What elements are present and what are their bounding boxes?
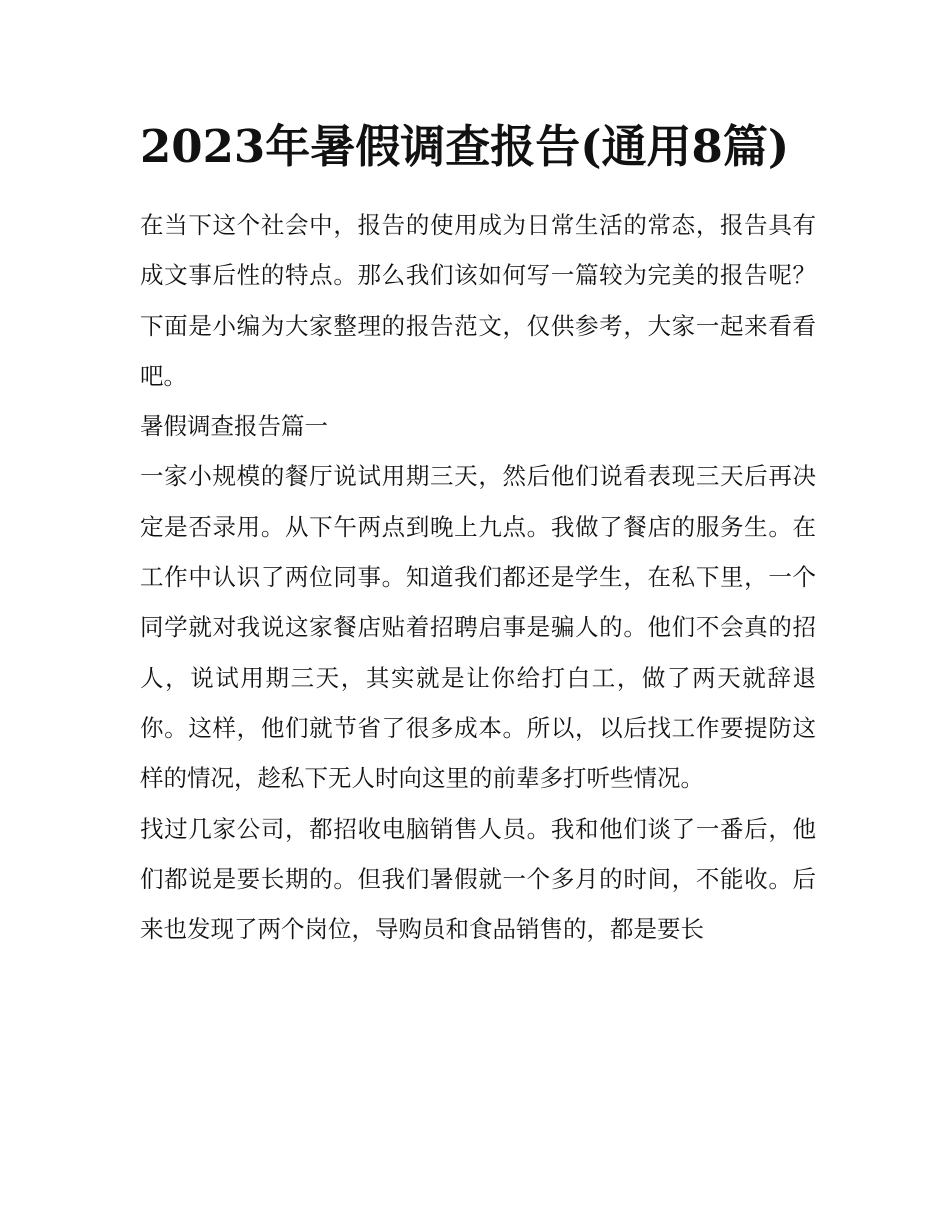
body-paragraph: 一家小规模的餐厅说试用期三天，然后他们说看表现三天后再决定是否录用。从下午两点到晚上九点。我做了餐店的服务生。在工作中认识了两位同事。知道我们都还是学生，在私下里，一个同学就对我说这家餐店贴着招聘启事是骗人的。他们不会真的招人，说试用期三天，其实就是让你给打白工，做了两天就辞退你。这样，他们就节省了很多成本。所以，以后找工作要提防这样的情况，趁私下无人时向这里的前辈多打听些情况。 [140, 462, 816, 793]
intro-paragraph: 在当下这个社会中，报告的使用成为日常生活的常态，报告具有成文事后性的特点。那么我们该如何写一篇较为完美的报告呢？下面是小编为大家整理的报告范文，仅供参考，大家一起来看看吧。 [140, 211, 816, 390]
section-heading: 暑假调查报告篇一 [140, 412, 328, 441]
body-paragraph: 找过几家公司，都招收电脑销售人员。我和他们谈了一番后，他们都说是要长期的。但我们暑假就一个多月的时间，不能收。后来也发现了两个岗位，导购员和食品销售的，都是要长 [140, 814, 816, 944]
document-title: 2023年暑假调查报告(通用8篇) [140, 120, 790, 173]
document-body [140, 112, 816, 954]
